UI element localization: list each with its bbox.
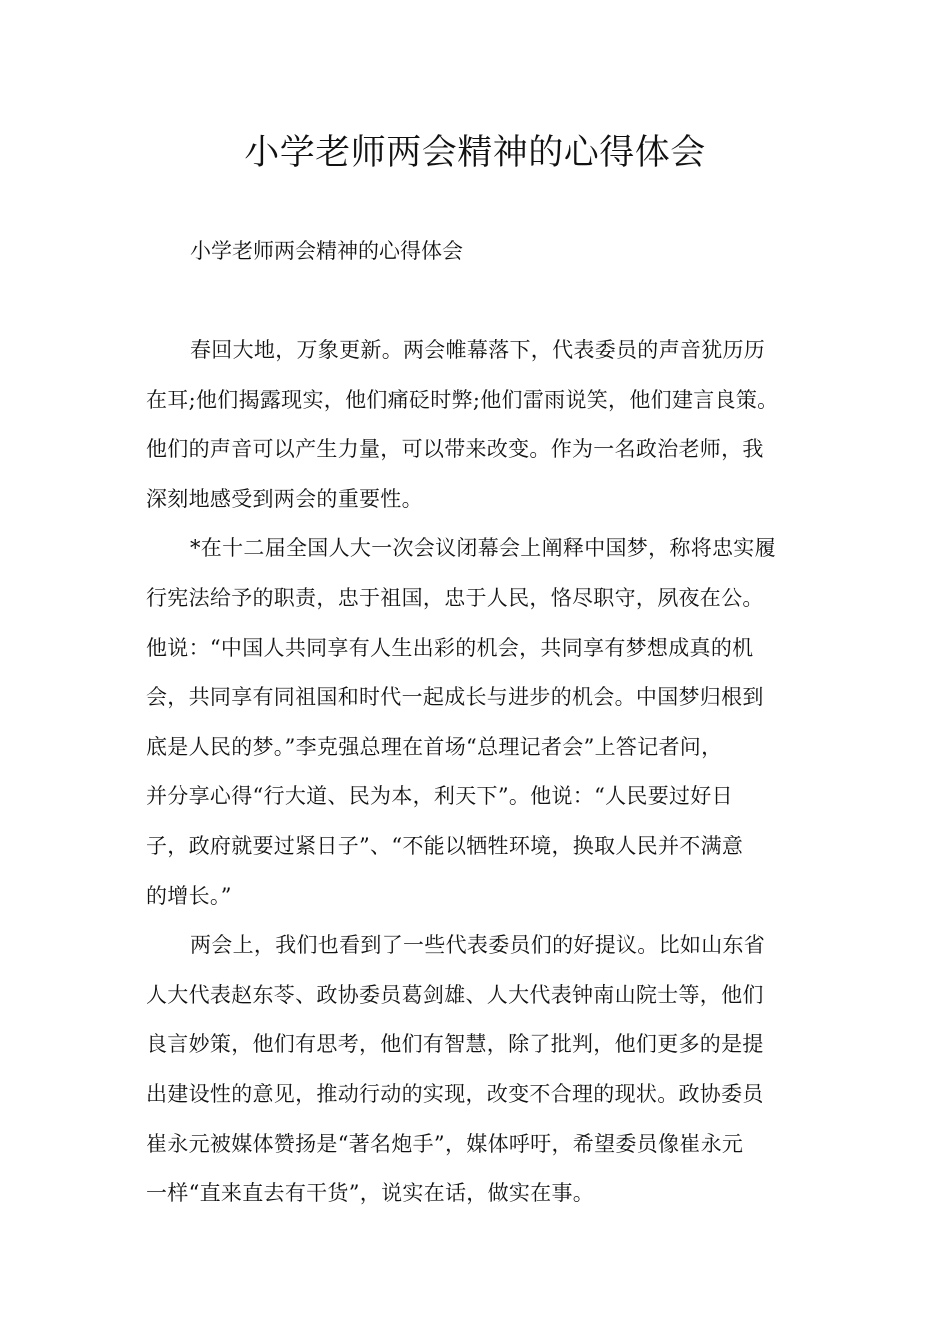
paragraph-line: 在耳;他们揭露现实，他们痛砭时弊;他们雷雨说笑，他们建言良策。 [146, 387, 779, 412]
paragraph-line: 良言妙策，他们有思考，他们有智慧，除了批判，他们更多的是提 [146, 1032, 764, 1057]
paragraph-line: *在十二届全国人大一次会议闭幕会上阐释中国梦，称将忠实履 [190, 536, 776, 561]
paragraph-2 [146, 524, 826, 921]
paragraph-line: 子，政府就要过紧日子”、“不能以牺牲环境，换取人民并不满意 [146, 833, 744, 858]
paragraph-line: 一样“直来直去有干货”，说实在话，做实在事。 [146, 1181, 595, 1206]
paragraph-line: 人大代表赵东苓、政协委员葛剑雄、人大代表钟南山院士等，他们 [146, 982, 764, 1007]
document-body [146, 326, 826, 1219]
paragraph-line: 底是人民的梦。”李克强总理在首场“总理记者会”上答记者问， [146, 734, 723, 759]
paragraph-line: 两会上，我们也看到了一些代表委员们的好提议。比如山东省 [190, 933, 766, 958]
document-subtitle: 小学老师两会精神的心得体会 [190, 239, 463, 263]
paragraph-line: 并分享心得“行大道、民为本，利天下”。他说：“人民要过好日 [146, 784, 733, 809]
paragraph-line: 出建设性的意见，推动行动的实现，改变不合理的现状。政协委员 [146, 1081, 764, 1106]
paragraph-1 [146, 326, 826, 524]
paragraph-line: 会，共同享有同祖国和时代一起成长与进步的机会。中国梦归根到 [146, 685, 764, 710]
paragraph-3 [146, 921, 826, 1219]
document-title: 小学老师两会精神的心得体会 [244, 133, 706, 173]
paragraph-line: 深刻地感受到两会的重要性。 [146, 486, 423, 511]
paragraph-line: 他说：“中国人共同享有人生出彩的机会，共同享有梦想成真的机 [146, 635, 754, 660]
paragraph-line: 他们的声音可以产生力量，可以带来改变。作为一名政治老师，我 [146, 437, 764, 462]
paragraph-line: 崔永元被媒体赞扬是“著名炮手”，媒体呼吁，希望委员像崔永元 [146, 1131, 744, 1156]
paragraph-line: 的增长。” [146, 883, 232, 908]
paragraph-line: 行宪法给予的职责，忠于祖国，忠于人民，恪尽职守，夙夜在公。 [146, 585, 764, 610]
paragraph-line: 春回大地，万象更新。两会帷幕落下，代表委员的声音犹历历 [190, 338, 766, 362]
